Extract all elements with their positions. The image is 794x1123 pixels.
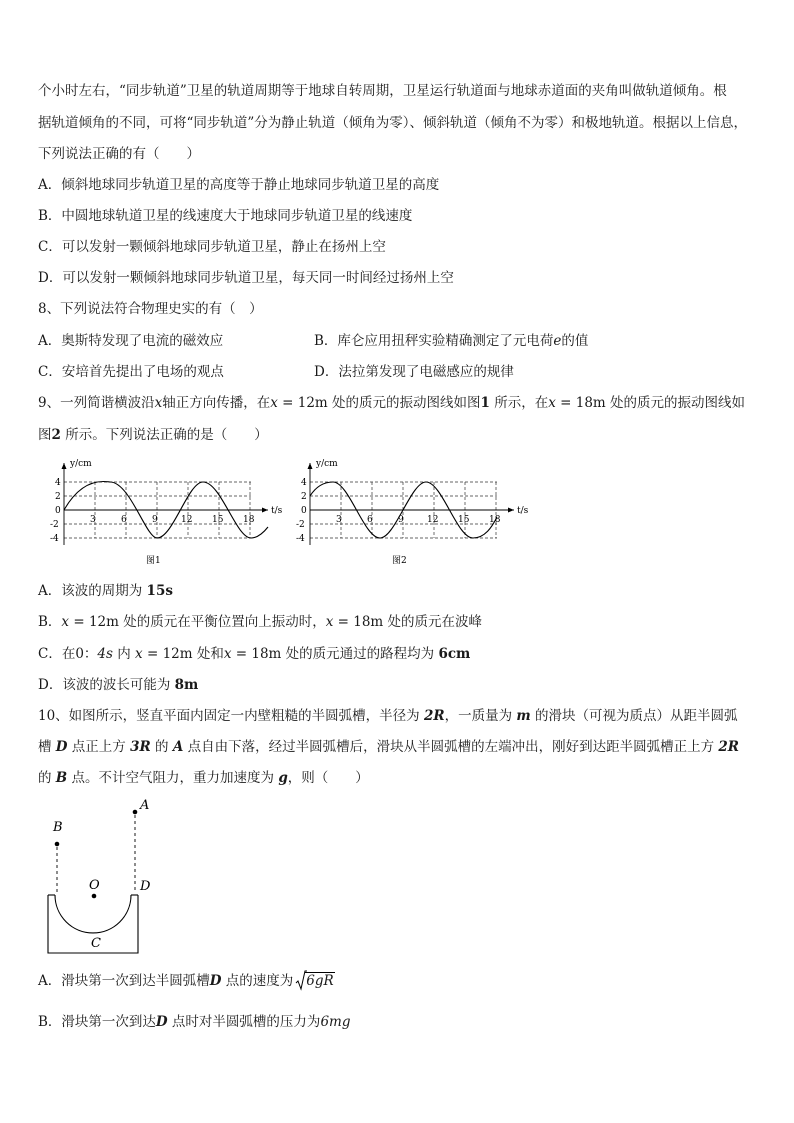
semicircle-arc (55, 895, 131, 933)
svg-text:9: 9 (152, 515, 158, 525)
q10-option-b: B．滑块第一次到达D 点时对半圆弧槽的压力为6mg (38, 1014, 351, 1030)
svg-text:9: 9 (398, 515, 404, 525)
q9-option-b: B．x = 12m 处的质元在平衡位置向上振动时，x = 18m 处的质元在波峰 (38, 614, 483, 630)
q9-option-a: A．该波的周期为 15s (38, 583, 173, 599)
q10-stem-line1: 10、如图所示，竖直平面内固定一内壁粗糙的半圆弧槽，半径为 2R，一质量为 m 的滑块（可视为质点）从距半圆弧 (38, 708, 738, 724)
svg-text:6: 6 (367, 515, 373, 525)
q7-option-a: A．倾斜地球同步轨道卫星的高度等于静止地球同步轨道卫星的高度 (38, 177, 440, 193)
q9-oscillation-graphs (46, 455, 536, 570)
q9-stem-line2: 图2 所示。下列说法正确的是（ ） (38, 427, 268, 443)
svg-text:12: 12 (181, 515, 193, 525)
q7-option-c: C．可以发射一颗倾斜地球同步轨道卫星，静止在扬州上空 (38, 239, 386, 255)
svg-text:18: 18 (489, 515, 501, 525)
q9-stem-line1: 9、一列简谐横波沿x轴正方向传播，在x = 12m 处的质元的振动图线如图1 所示，在x = 18m 处的质元的振动图线如 (38, 395, 746, 411)
q8-option-d: D．法拉第发现了电磁感应的规律 (314, 364, 514, 380)
fig2-t-label: t/s (517, 506, 529, 516)
point-B (55, 842, 60, 847)
svg-text:15: 15 (212, 515, 224, 525)
q8-option-a: A．奥斯特发现了电流的磁效应 (38, 333, 224, 349)
svg-text:0: 0 (301, 506, 307, 516)
svg-text:3: 3 (90, 515, 96, 525)
svg-text:0: 0 (55, 506, 61, 516)
sqrt-expression: 6gR (295, 971, 334, 991)
svg-text:18: 18 (243, 515, 255, 525)
q10-stem-line2: 槽 D 点正上方 3R 的 A 点自由下落，经过半圆弧槽后，滑块从半圆弧槽的左端冲出，刚好到达距半圆弧槽正上方 2R (38, 739, 740, 755)
q8-option-c: C．安培首先提出了电场的观点 (38, 364, 224, 380)
svg-text:6: 6 (121, 515, 127, 525)
svg-text:3: 3 (336, 515, 342, 525)
q10-semicircle-groove-figure (40, 795, 170, 960)
svg-text:2: 2 (55, 492, 61, 502)
fig1-caption: 图1 (146, 556, 161, 566)
point-A (133, 810, 138, 815)
q10-stem-line3: 的 B 点。不计空气阻力，重力加速度为 g，则（ ） (38, 770, 369, 786)
svg-text:2: 2 (301, 492, 307, 502)
fig1-y-label: y/cm (70, 459, 92, 469)
q9-figure2 (296, 459, 529, 566)
q8-stem: 8、下列说法符合物理史实的有（ ） (38, 301, 263, 317)
q9-option-d: D．该波的波长可能为 8m (38, 677, 199, 693)
svg-text:-4: -4 (296, 534, 305, 544)
label-C: C (91, 936, 101, 951)
label-A: A (140, 798, 150, 813)
fig2-y-label: y/cm (316, 459, 338, 469)
label-D: D (140, 879, 151, 894)
svg-text:4: 4 (301, 478, 307, 488)
svg-text:-2: -2 (296, 520, 305, 530)
q10-option-a: A．滑块第一次到达半圆弧槽D 点的速度为 6gR (38, 973, 334, 989)
svg-text:4: 4 (55, 478, 61, 488)
q9-option-c: C．在0：4s 内 x = 12m 处和x = 18m 处的质元通过的路程均为 6cm (38, 646, 471, 662)
svg-text:12: 12 (427, 515, 439, 525)
q8-option-b: B．库仑应用扭秤实验精确测定了元电荷e的值 (314, 333, 589, 349)
q9-figure1 (50, 459, 283, 566)
q7-stem-line2: 据轨道倾角的不同，可将“同步轨道”分为静止轨道（倾角为零）、倾斜轨道（倾角不为零）和极地轨道。根据以上信息， (38, 115, 748, 131)
q7-stem-line1: 个小时左右，“同步轨道”卫星的轨道周期等于地球自转周期，卫星运行轨道面与地球赤道面的夹角叫做轨道倾角。根 (38, 83, 727, 99)
label-O: O (89, 878, 100, 893)
point-O (92, 894, 97, 899)
q7-option-b: B．中圆地球轨道卫星的线速度大于地球同步轨道卫星的线速度 (38, 208, 413, 224)
fig1-t-label: t/s (271, 506, 283, 516)
svg-text:15: 15 (458, 515, 470, 525)
svg-text:-2: -2 (50, 520, 59, 530)
q7-stem-line3: 下列说法正确的有（ ） (38, 146, 200, 162)
fig2-caption: 图2 (392, 556, 407, 566)
label-B: B (53, 820, 63, 835)
q7-option-d: D．可以发射一颗倾斜地球同步轨道卫星，每天同一时间经过扬州上空 (38, 270, 454, 286)
svg-text:-4: -4 (50, 534, 59, 544)
